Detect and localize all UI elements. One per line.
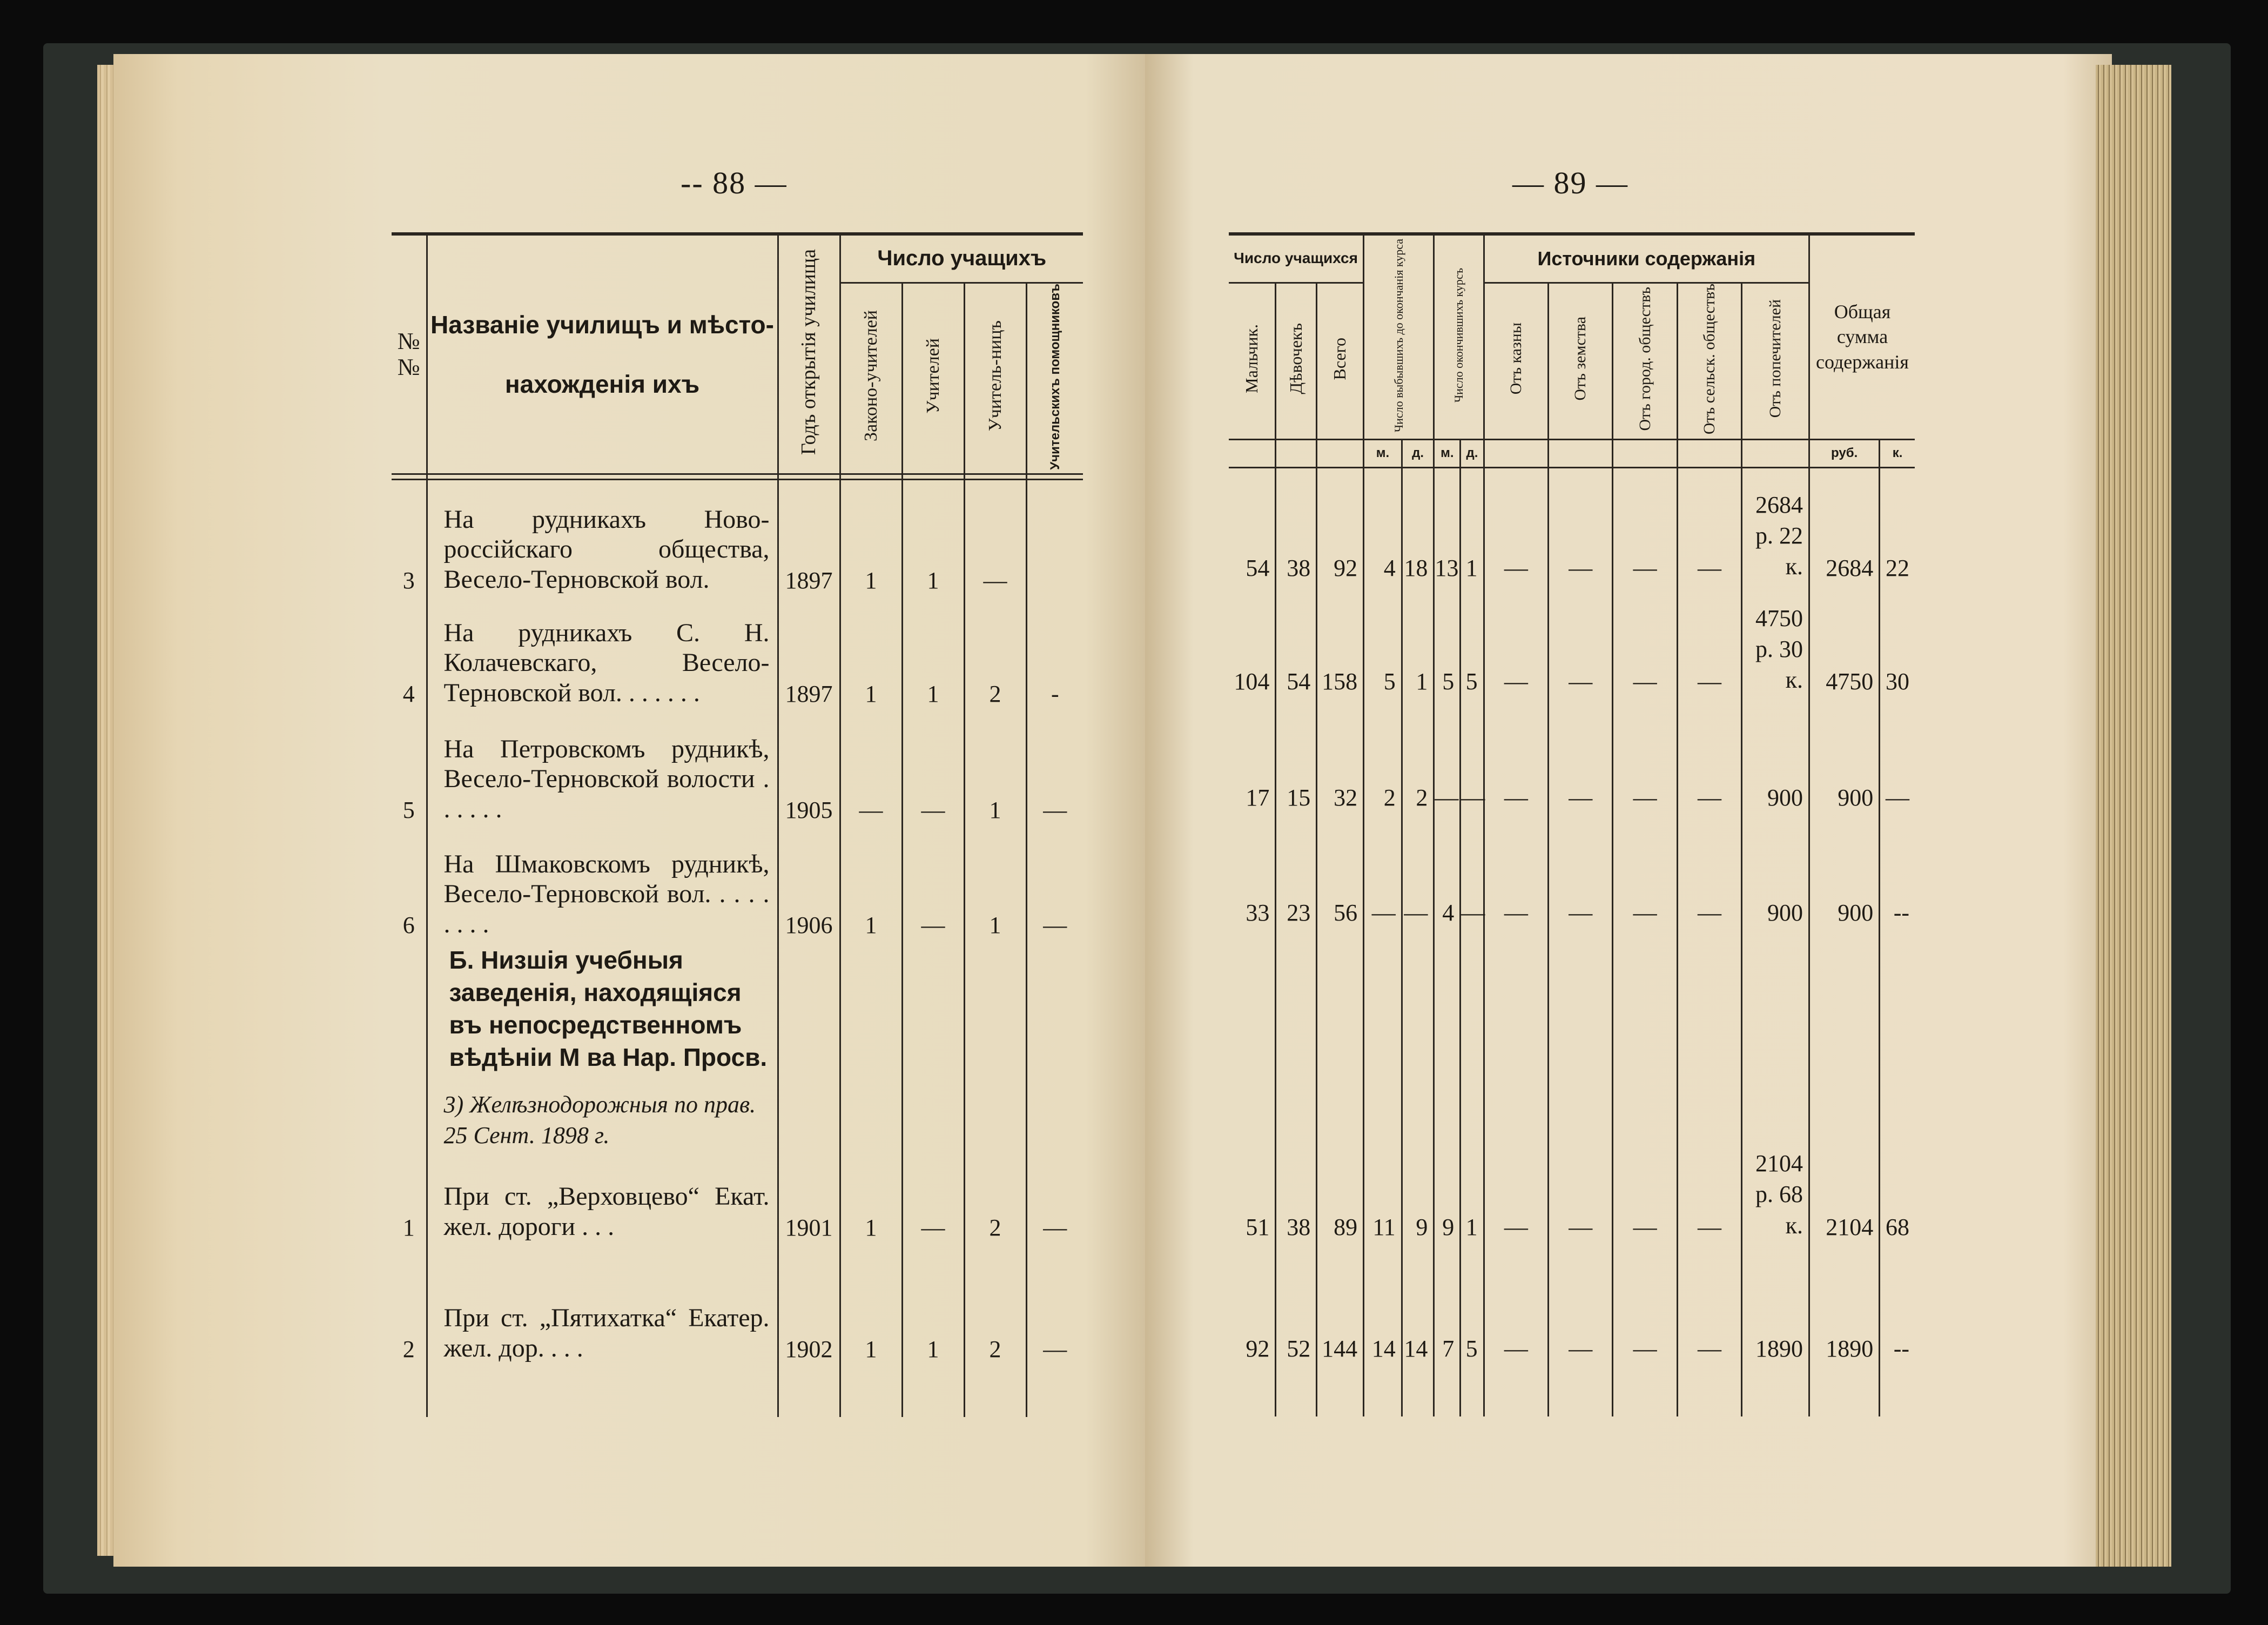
dropped-m: 11 xyxy=(1364,1148,1402,1241)
dropped-d: — xyxy=(1402,811,1434,926)
row-number: 1 xyxy=(392,1160,427,1241)
female-teachers-count: 1 xyxy=(964,708,1026,824)
header-no: № № xyxy=(392,234,427,474)
girls-count: 15 xyxy=(1276,695,1317,811)
dropped-m: — xyxy=(1364,811,1402,926)
school-name: На Петровскомъ рудникѣ, Весело-Терновской волости . . . . . . xyxy=(427,708,778,824)
row-number: 3 xyxy=(392,480,427,594)
header-total-sum: Общая сумма содержанія xyxy=(1809,234,1915,439)
table-row xyxy=(1229,1148,1915,1241)
sum-rub: 1890 xyxy=(1809,1241,1880,1362)
header-from-village: Отъ сельск. обществъ xyxy=(1677,283,1741,439)
school-name: При ст. „Верховцево“ Екат. жел. дороги . . . xyxy=(427,1160,778,1241)
teachers-count: — xyxy=(902,708,964,824)
header-name-line1: Названіе училищъ и мѣсто- xyxy=(430,310,774,339)
schools-table-left xyxy=(392,232,1083,1417)
assistants-count xyxy=(1026,480,1083,594)
law-teachers-count: 1 xyxy=(840,594,902,708)
subsection-row xyxy=(392,1079,1083,1160)
header-teachers-group: Число учащихъ xyxy=(840,234,1083,283)
finished-d: 1 xyxy=(1461,467,1484,582)
finished-d: 1 xyxy=(1461,1148,1484,1241)
from-city: — xyxy=(1613,811,1677,926)
girls-count: 38 xyxy=(1276,467,1317,582)
finished-d: — xyxy=(1461,695,1484,811)
header-teachers: Учителей xyxy=(902,283,964,474)
school-name: На Шмаковскомъ рудникѣ, Весело-Терновской вол. . . . . . . . . xyxy=(427,824,778,939)
from-zemstvo: — xyxy=(1549,582,1613,695)
header-total: Всего xyxy=(1317,283,1364,439)
sum-kop: — xyxy=(1880,695,1915,811)
finished-m: — xyxy=(1434,695,1461,811)
header-girls: Дѣвочекъ xyxy=(1276,283,1317,439)
sum-rub: 4750 xyxy=(1809,582,1880,695)
teachers-count: — xyxy=(902,1160,964,1241)
schools-table-right xyxy=(1229,232,1915,1416)
from-village: — xyxy=(1677,811,1741,926)
girls-count: 23 xyxy=(1276,811,1317,926)
dropped-m: 5 xyxy=(1364,582,1402,695)
sum-kop: -- xyxy=(1880,811,1915,926)
from-village: — xyxy=(1677,1241,1741,1362)
year-opened: 1906 xyxy=(778,824,840,939)
total-count: 56 xyxy=(1317,811,1364,926)
finished-m: 5 xyxy=(1434,582,1461,695)
finished-d: 5 xyxy=(1461,582,1484,695)
law-teachers-count: 1 xyxy=(840,824,902,939)
sum-rub: 900 xyxy=(1809,695,1880,811)
finished-d: 5 xyxy=(1461,1241,1484,1362)
dropped-m: 4 xyxy=(1364,467,1402,582)
teachers-count: — xyxy=(902,824,964,939)
header-from-city: Отъ город. обществъ xyxy=(1613,283,1677,439)
header-name xyxy=(427,234,778,474)
from-zemstvo: — xyxy=(1549,695,1613,811)
from-trustees: 2104 р. 68 к. xyxy=(1742,1148,1809,1241)
boys-count: 54 xyxy=(1229,467,1276,582)
subsection-heading: 3) Желѣзнодорожныя по прав. 25 Сент. 1898 г. xyxy=(427,1079,778,1160)
table-row xyxy=(1229,695,1915,811)
dropped-d: 9 xyxy=(1402,1148,1434,1241)
girls-count: 38 xyxy=(1276,1148,1317,1241)
table-row xyxy=(392,594,1083,708)
from-treasury: — xyxy=(1484,811,1548,926)
school-name: На рудникахъ Ново-россійскаго общества, Весело-Терновской вол. xyxy=(427,480,778,594)
from-zemstvo: — xyxy=(1549,811,1613,926)
girls-count: 52 xyxy=(1276,1241,1317,1362)
female-teachers-count: — xyxy=(964,480,1026,594)
female-teachers-count: 2 xyxy=(964,594,1026,708)
header-kop: к. xyxy=(1880,439,1915,467)
from-city: — xyxy=(1613,582,1677,695)
boys-count: 51 xyxy=(1229,1148,1276,1241)
girls-count: 54 xyxy=(1276,582,1317,695)
assistants-count: — xyxy=(1026,708,1083,824)
female-teachers-count: 2 xyxy=(964,1241,1026,1363)
assistants-count: — xyxy=(1026,1241,1083,1363)
header-finished: Число окончившихъ курсъ xyxy=(1434,234,1484,439)
boys-count: 33 xyxy=(1229,811,1276,926)
dropped-d: 18 xyxy=(1402,467,1434,582)
header-dropped: Число выбывшихъ до окончанія курса xyxy=(1364,234,1434,439)
from-treasury: — xyxy=(1484,582,1548,695)
table-row xyxy=(392,1160,1083,1241)
school-name: При ст. „Пятихатка“ Екатер. жел. дор. . . . xyxy=(427,1241,778,1363)
table-row xyxy=(392,708,1083,824)
header-name-line2: нахожденія ихъ xyxy=(504,370,700,399)
assistants-count: - xyxy=(1026,594,1083,708)
assistants-count: — xyxy=(1026,1160,1083,1241)
from-treasury: — xyxy=(1484,467,1548,582)
from-trustees: 4750 р. 30 к. xyxy=(1742,582,1809,695)
sum-kop: 22 xyxy=(1880,467,1915,582)
from-city: — xyxy=(1613,695,1677,811)
from-treasury: — xyxy=(1484,1148,1548,1241)
year-opened: 1897 xyxy=(778,480,840,594)
header-law-teachers: Законо-учителей xyxy=(840,283,902,474)
law-teachers-count: — xyxy=(840,708,902,824)
teachers-count: 1 xyxy=(902,1241,964,1363)
finished-m: 7 xyxy=(1434,1241,1461,1362)
sum-kop: -- xyxy=(1880,1241,1915,1362)
header-dropped-m: м. xyxy=(1364,439,1402,467)
from-city: — xyxy=(1613,1148,1677,1241)
from-trustees: 900 xyxy=(1742,695,1809,811)
table-row xyxy=(1229,582,1915,695)
total-count: 144 xyxy=(1317,1241,1364,1362)
from-zemstvo: — xyxy=(1549,1241,1613,1362)
finished-m: 13 xyxy=(1434,467,1461,582)
year-opened: 1897 xyxy=(778,594,840,708)
table-row xyxy=(392,1241,1083,1363)
page-number-89: — 89 — xyxy=(1512,165,1628,200)
finished-d: — xyxy=(1461,811,1484,926)
from-village: — xyxy=(1677,695,1741,811)
dropped-d: 14 xyxy=(1402,1241,1434,1362)
header-sources-group: Источники содержанія xyxy=(1484,234,1809,283)
table-row xyxy=(392,824,1083,939)
from-village: — xyxy=(1677,1148,1741,1241)
law-teachers-count: 1 xyxy=(840,480,902,594)
sum-kop: 68 xyxy=(1880,1148,1915,1241)
female-teachers-count: 2 xyxy=(964,1160,1026,1241)
table-row xyxy=(1229,811,1915,926)
teachers-count: 1 xyxy=(902,594,964,708)
section-row xyxy=(392,939,1083,1079)
year-opened: 1902 xyxy=(778,1241,840,1363)
table-row xyxy=(1229,1241,1915,1362)
from-village: — xyxy=(1677,467,1741,582)
dropped-m: 2 xyxy=(1364,695,1402,811)
sum-rub: 2684 xyxy=(1809,467,1880,582)
total-count: 32 xyxy=(1317,695,1364,811)
header-finished-d: д. xyxy=(1461,439,1484,467)
total-count: 158 xyxy=(1317,582,1364,695)
school-name: На рудникахъ С. Н. Колачевскаго, Весело-Терновской вол. . . . . . . xyxy=(427,594,778,708)
header-boys: Мальчик. xyxy=(1229,283,1276,439)
table-row xyxy=(1229,467,1915,582)
sum-rub: 900 xyxy=(1809,811,1880,926)
finished-m: 9 xyxy=(1434,1148,1461,1241)
from-zemstvo: — xyxy=(1549,1148,1613,1241)
dropped-m: 14 xyxy=(1364,1241,1402,1362)
from-trustees: 900 xyxy=(1742,811,1809,926)
dropped-d: 1 xyxy=(1402,582,1434,695)
header-rub: руб. xyxy=(1809,439,1880,467)
right-page-edges xyxy=(2096,65,2171,1567)
from-trustees: 2684 р. 22 к. xyxy=(1742,467,1809,582)
header-from-trustees: Отъ попечителей xyxy=(1742,283,1809,439)
row-number: 2 xyxy=(392,1241,427,1363)
total-count: 89 xyxy=(1317,1148,1364,1241)
from-city: — xyxy=(1613,1241,1677,1362)
header-finished-m: м. xyxy=(1434,439,1461,467)
section-heading-b: Б. Низшія учебныя заведенія, находящіяся въ непосредственномъ вѣдѣніи М ва Нар. Просв. xyxy=(427,939,778,1079)
header-assistants: Учительскихъ помощниковъ xyxy=(1026,283,1083,474)
from-city: — xyxy=(1613,467,1677,582)
from-trustees: 1890 xyxy=(1742,1241,1809,1362)
finished-m: 4 xyxy=(1434,811,1461,926)
from-treasury: — xyxy=(1484,695,1548,811)
from-zemstvo: — xyxy=(1549,467,1613,582)
header-female-teachers: Учитель-ницъ xyxy=(964,283,1026,474)
sum-rub: 2104 xyxy=(1809,1148,1880,1241)
year-opened: 1901 xyxy=(778,1160,840,1241)
header-from-zemstvo: Отъ земства xyxy=(1549,283,1613,439)
from-treasury: — xyxy=(1484,1241,1548,1362)
header-dropped-d: д. xyxy=(1402,439,1434,467)
assistants-count: — xyxy=(1026,824,1083,939)
header-from-treasury: Отъ казны xyxy=(1484,283,1548,439)
law-teachers-count: 1 xyxy=(840,1160,902,1241)
row-number: 5 xyxy=(392,708,427,824)
boys-count: 92 xyxy=(1229,1241,1276,1362)
row-number: 4 xyxy=(392,594,427,708)
female-teachers-count: 1 xyxy=(964,824,1026,939)
header-students-group: Число учащихся xyxy=(1229,234,1364,283)
boys-count: 17 xyxy=(1229,695,1276,811)
dropped-d: 2 xyxy=(1402,695,1434,811)
year-opened: 1905 xyxy=(778,708,840,824)
boys-count: 104 xyxy=(1229,582,1276,695)
law-teachers-count: 1 xyxy=(840,1241,902,1363)
teachers-count: 1 xyxy=(902,480,964,594)
total-count: 92 xyxy=(1317,467,1364,582)
table-row xyxy=(392,480,1083,594)
page-number-88: -- 88 — xyxy=(681,165,788,200)
row-number: 6 xyxy=(392,824,427,939)
header-year: Годъ открытія училища xyxy=(778,234,840,474)
sum-kop: 30 xyxy=(1880,582,1915,695)
from-village: — xyxy=(1677,582,1741,695)
